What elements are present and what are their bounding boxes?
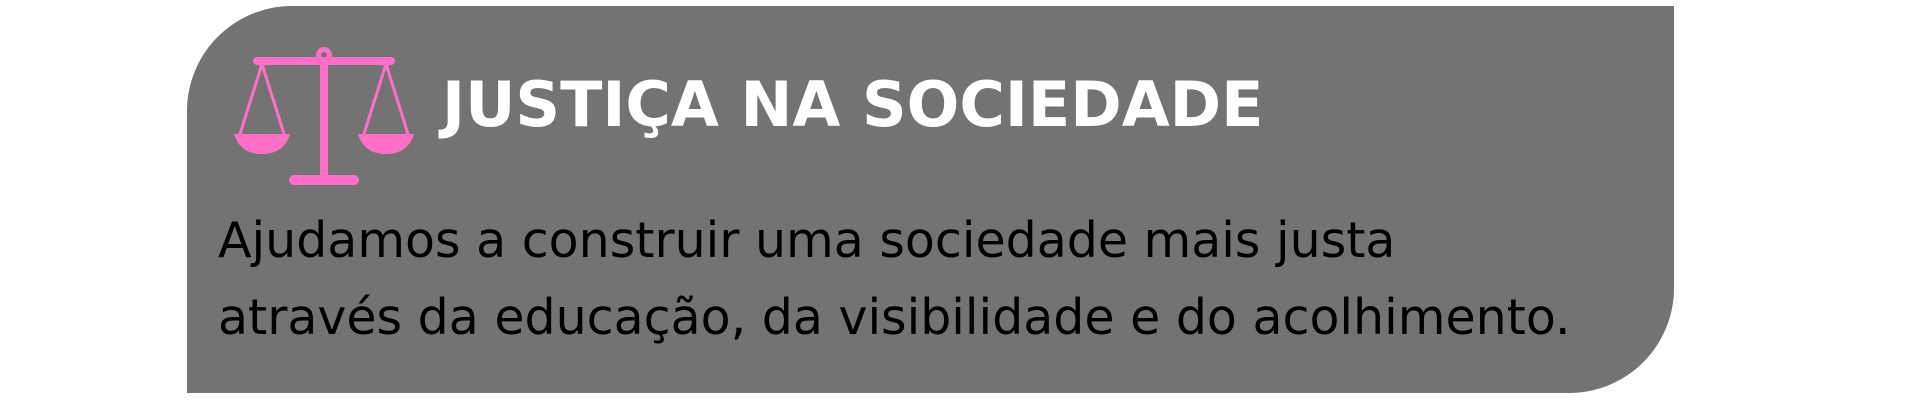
card-description — [218, 202, 1658, 356]
description-line: através da educação, da visibilidade e do acolhimento. — [218, 289, 1571, 346]
scales-of-justice-icon — [232, 46, 416, 190]
justice-card — [187, 6, 1674, 393]
card-title: JUSTIÇA NA SOCIEDADE — [442, 68, 1264, 141]
description-line: Ajudamos a construir uma sociedade mais justa — [218, 212, 1396, 269]
